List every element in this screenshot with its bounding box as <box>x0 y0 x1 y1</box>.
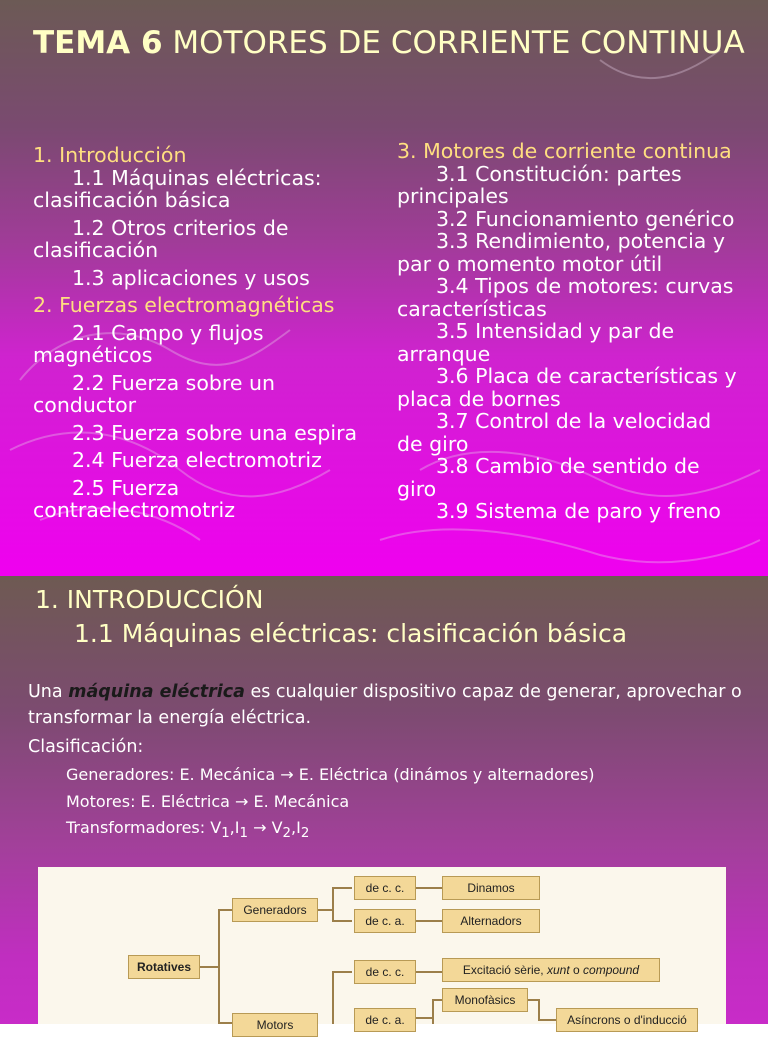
motores-line: Motores: E. Eléctrica → E. Mecánica <box>66 792 350 811</box>
item-3-2: 3.2 Funcionamiento genérico <box>436 206 735 231</box>
item-3-5: 3.5 Intensidad y par de arranque <box>397 319 675 366</box>
section-1-heading: 1. Introducción <box>33 143 187 167</box>
item-3-4: 3.4 Tipos de motores: curvas características <box>397 274 734 321</box>
box-dca-2: de c. a. <box>354 1008 416 1032</box>
item-3-7: 3.7 Control de la velocidad de giro <box>397 409 712 456</box>
item-3-9: 3.9 Sistema de paro y freno <box>436 499 721 523</box>
item-2-1: 2.1 Campo y flujos magnéticos <box>33 320 264 367</box>
box-dca-1: de c. a. <box>354 909 416 933</box>
box-excitacio: Excitació sèrie, xunt o compound <box>442 958 660 982</box>
trans-arrow: → <box>253 818 267 837</box>
box-monofasics: Monofàsics <box>442 988 528 1012</box>
outline-left-column <box>33 144 368 522</box>
item-2-2: 2.2 Fuerza sobre un conductor <box>33 370 275 417</box>
slide-title <box>33 24 745 62</box>
trans-v1: V <box>210 818 222 837</box>
box-rotatives: Rotatives <box>128 955 200 979</box>
trans-v1-sub: 1 <box>221 826 230 842</box>
slide-2-heading: 1. INTRODUCCIÓN <box>35 585 264 614</box>
box-dcc-1: de c. c. <box>354 876 416 900</box>
section-2-heading: 2. Fuerzas electromagnéticas <box>33 293 335 317</box>
section-3-heading: 3. Motores de corriente continua <box>397 139 732 163</box>
trans-v2-sub: 2 <box>282 826 291 842</box>
slide-2-subheading: 1.1 Máquinas eléctricas: clasificación básica <box>74 619 628 648</box>
para-rest: es cualquier dispositivo capaz de generar, aprovechar o transformar la energía eléctrica. <box>28 682 742 728</box>
box-dcc-2: de c. c. <box>354 960 416 984</box>
outline-right-column <box>397 140 742 523</box>
title-rest: MOTORES DE CORRIENTE CONTINUA <box>172 25 745 61</box>
generadores-line: Generadores: E. Mecánica → E. Eléctrica (dinámos y alternadores) <box>66 765 595 784</box>
item-1-3: 1.3 aplicaciones y usos <box>72 265 310 290</box>
classification-diagram <box>38 867 726 1032</box>
para-term: máquina eléctrica <box>68 682 245 702</box>
trans-label: Transformadores: <box>66 818 206 837</box>
item-3-3: 3.3 Rendimiento, potencia y par o momento motor útil <box>397 229 726 276</box>
box-dinamos: Dinamos <box>442 876 540 900</box>
box-asincrons: Asíncrons o d'inducció <box>556 1008 698 1032</box>
item-1-2: 1.2 Otros criterios de clasificación <box>33 215 289 262</box>
transformadores-line: Transformadores: $V_1,I_1 \to V_2,I_2$ <box>66 818 310 842</box>
item-3-6: 3.6 Placa de características y placa de bornes <box>397 364 737 411</box>
trans-i1-sub: 1 <box>239 826 248 842</box>
item-1-1: 1.1 Máquinas eléctricas: clasificación básica <box>33 165 322 212</box>
trans-i2-sub: 2 <box>300 826 310 842</box>
item-2-3: 2.3 Fuerza sobre una espira <box>72 420 358 445</box>
box-motors: Motors <box>232 1013 318 1037</box>
definition-paragraph <box>28 679 748 731</box>
box-generadors: Generadors <box>232 898 318 922</box>
box-alternadors: Alternadors <box>442 909 540 933</box>
trans-i1: I <box>234 818 240 837</box>
trans-i2: I <box>296 818 301 837</box>
item-2-5: 2.5 Fuerza contraelectromotriz <box>33 475 236 522</box>
item-2-4: 2.4 Fuerza electromotriz <box>72 448 322 472</box>
title-bold: TEMA 6 <box>33 25 163 61</box>
para-prefix: Una <box>28 682 63 702</box>
trans-v2: V <box>271 818 283 837</box>
item-3-1: 3.1 Constitución: partes principales <box>397 161 682 208</box>
clasificacion-label: Clasificación: <box>28 737 144 757</box>
item-3-8: 3.8 Cambio de sentido de giro <box>397 454 700 501</box>
